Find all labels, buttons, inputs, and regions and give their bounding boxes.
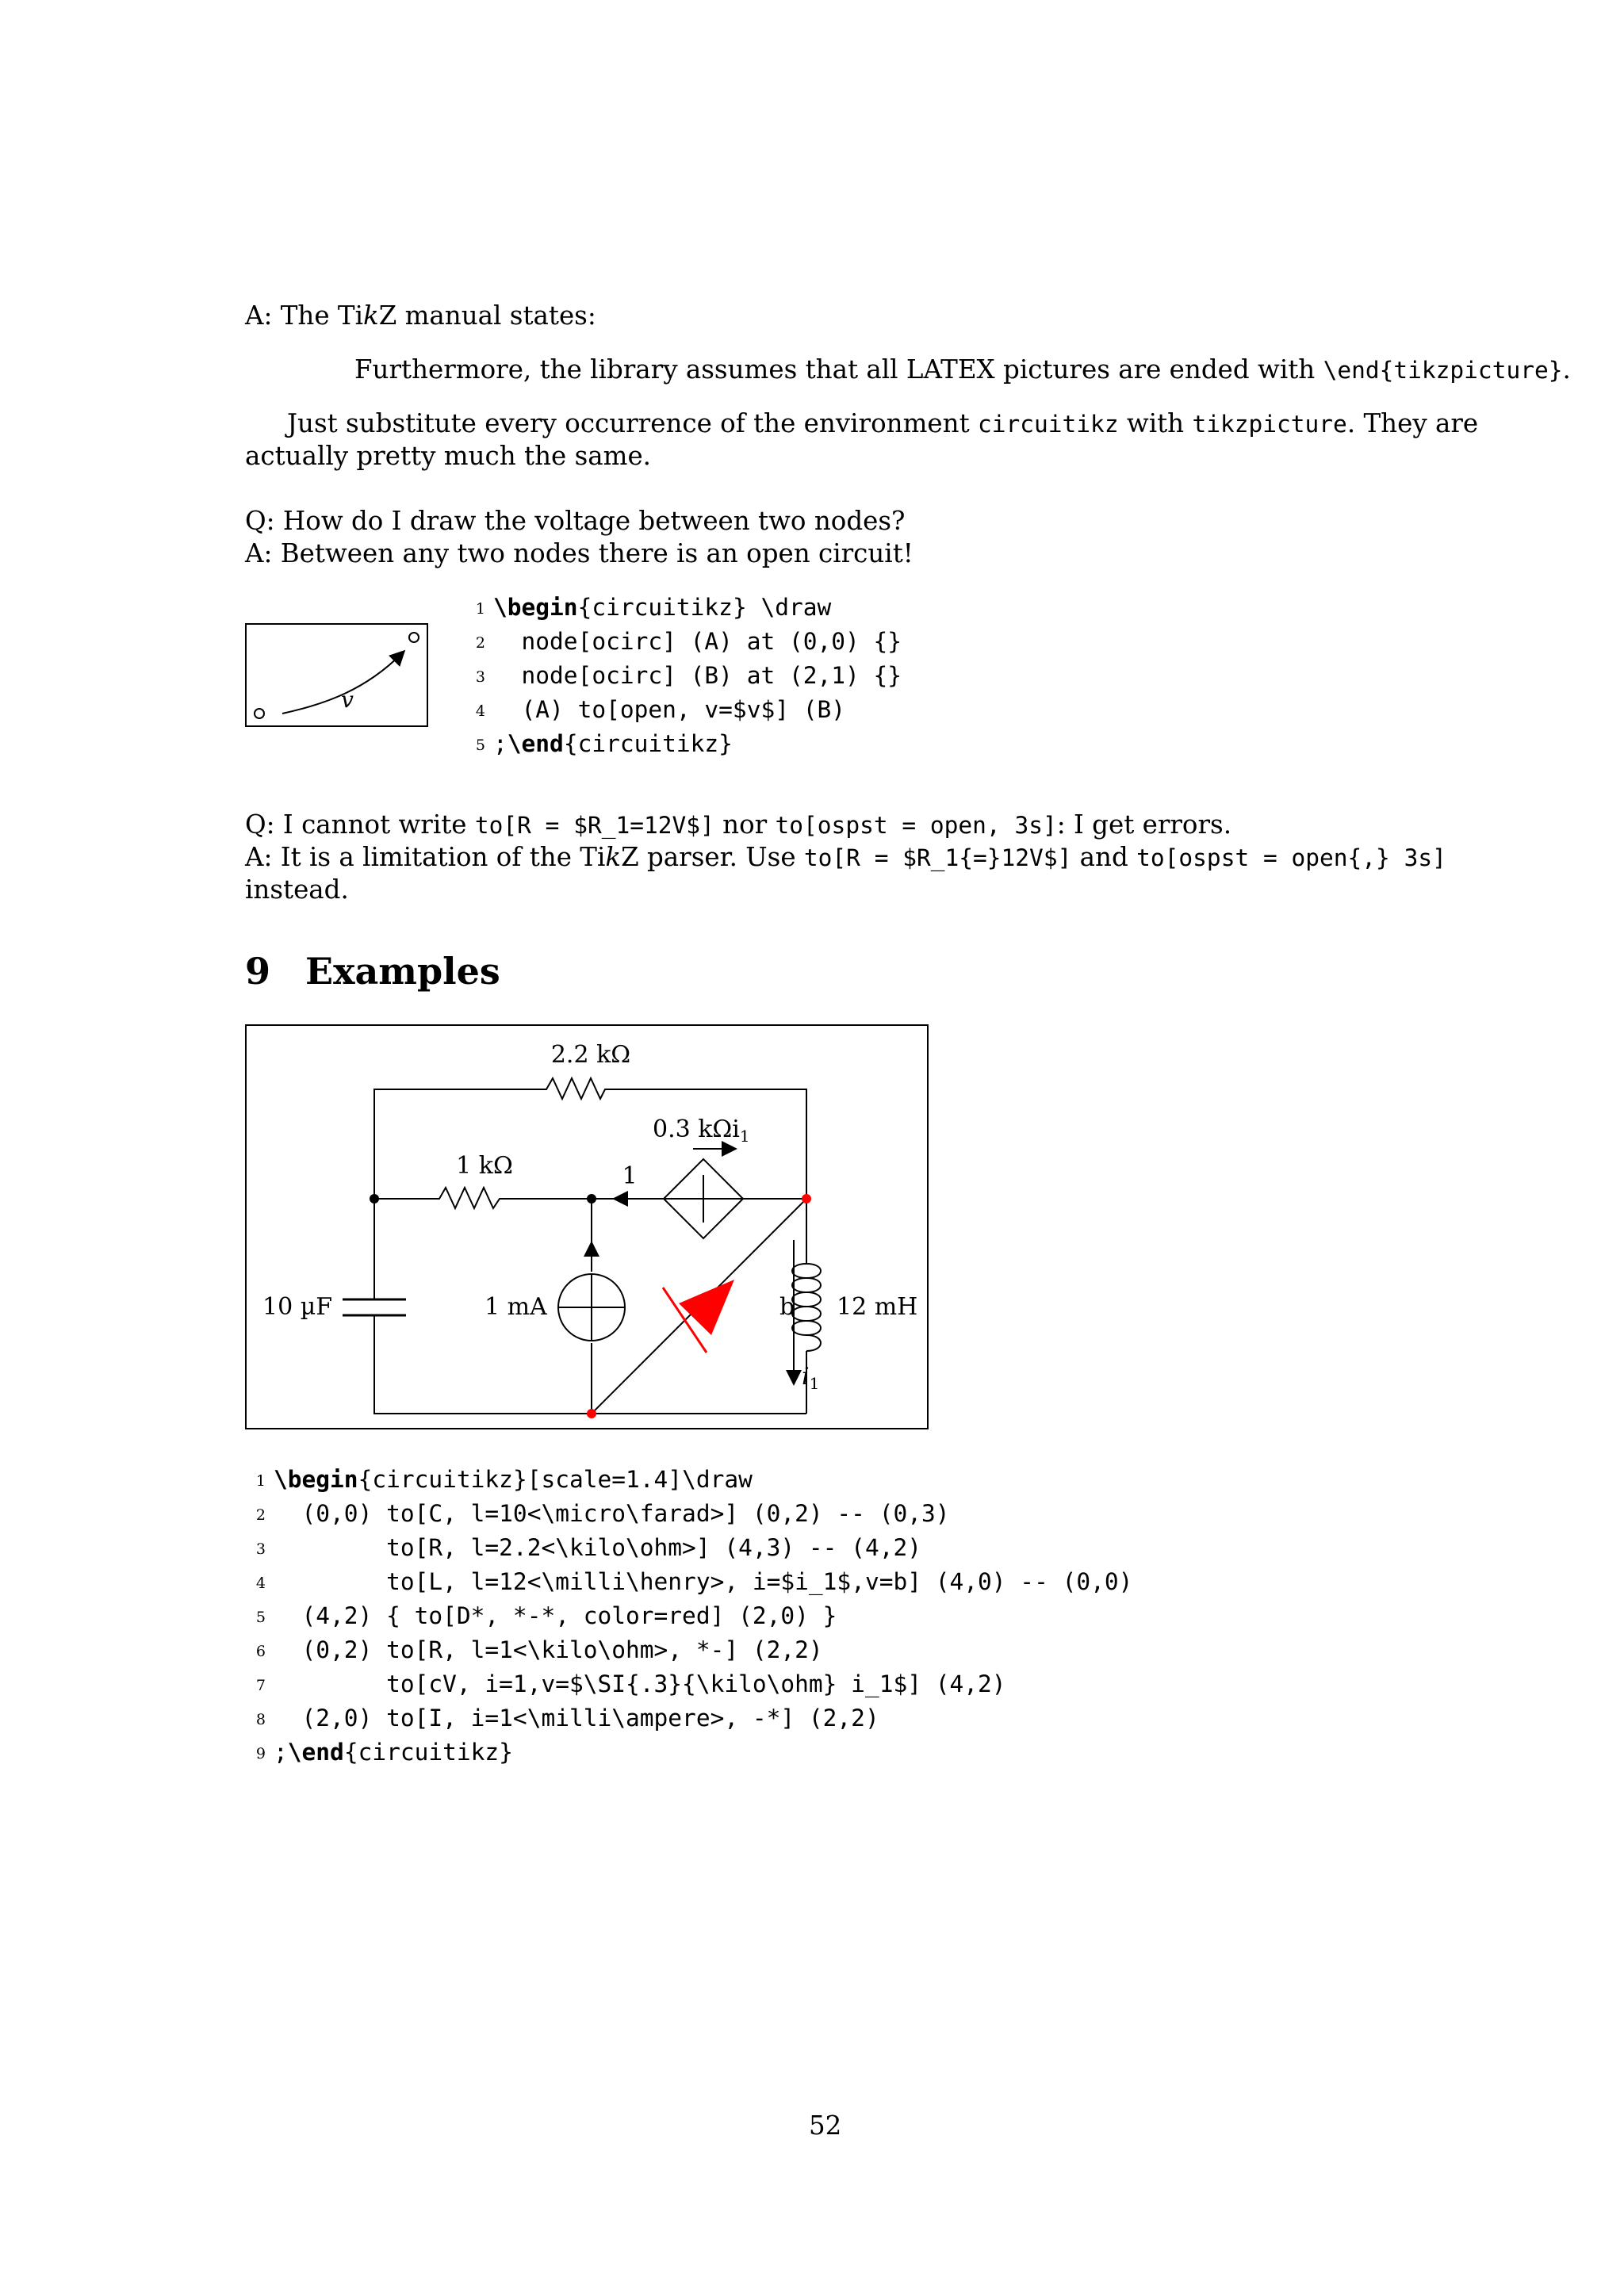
node-middle: [587, 1194, 596, 1203]
answer-text: A: The TikZ manual states:: [245, 300, 596, 331]
voltage-diagram: [247, 625, 427, 725]
resistor-1k: [374, 1188, 592, 1208]
label-inductor-voltage: b: [779, 1293, 795, 1321]
section-heading: [245, 950, 500, 993]
node-a: [255, 709, 264, 718]
question-2: Q: How do I draw the voltage between two nodes?: [245, 506, 906, 536]
quote-text: Furthermore, the library assumes that all LATEX pictures are ended with \end{tikzpicture}.: [354, 354, 1571, 385]
paragraph-line-2: actually pretty much the same.: [245, 441, 652, 471]
example-circuit: [247, 1026, 927, 1428]
voltage-label: v: [341, 687, 354, 713]
node-diode-bottom: [587, 1409, 596, 1418]
diode-triangle: [679, 1280, 734, 1335]
label-r-2-2k: 2.2 kΩ: [550, 1041, 631, 1069]
example-circuit-figure: [245, 1024, 929, 1429]
paragraph-line-1: Just substitute every occurrence of the environment circuitikz with tikzpicture. They are: [287, 408, 1479, 438]
section-title: Examples: [305, 950, 500, 993]
question-3: Q: I cannot write to[R = $R_1=12V$] nor to[ospst = open, 3s]: I get errors.: [245, 809, 1232, 840]
section-number: 9: [245, 950, 271, 993]
capacitor: [343, 1299, 406, 1315]
voltage-figure: [245, 623, 428, 727]
inductor: [792, 1264, 821, 1351]
label-current-source: 1 mA: [485, 1293, 547, 1321]
code-listing-2: 1 \begin{circuitikz}[scale=1.4]\draw 2 (0,0) to[C, l=10<\micro\farad>] (0,2) -- (0,3) 3 to[R, l=2.2<\kilo\ohm>] (4,3) -- (4,2) 4 to[L, l=12<\milli\henry>, i=$i_1$,v=b] (4,0) -- (0,0) 5 (4,2) { to[D*, *-*, color=red] (2,0) } 6 (0,2) to[R, l=1<\kilo\ohm>, *-] (2,2) 7 to[cV, i=1,v=$\SI{.3}{\kilo\ohm} i_1$] (4,2) 8 (2,0) to[I, i=1<\milli\ampere>, -*] (2,2) 9 ;\end{circuitikz}: [255, 1466, 1133, 1766]
node-left: [370, 1194, 379, 1203]
answer-2: A: Between any two nodes there is an open circuit!: [245, 538, 914, 568]
bottom-wire: [374, 1315, 806, 1414]
label-cv: 0.3 kΩi$_1$: [653, 1115, 750, 1146]
label-i1: $i_1$: [802, 1363, 820, 1393]
answer-3-line-2: instead.: [245, 874, 349, 905]
latex-logo: LATEX: [906, 354, 995, 385]
answer-3: A: It is a limitation of the TikZ parser. Use to[R = $R_1{=}12V$] and to[ospst = open{,} 3s]: [245, 842, 1446, 872]
label-capacitor: 10 µF: [262, 1293, 333, 1321]
label-cv-current: 1: [622, 1162, 638, 1190]
label-r-1k: 1 kΩ: [456, 1152, 513, 1180]
page-number: 52: [809, 2110, 842, 2141]
diode: [663, 1280, 734, 1353]
cv-source-cross: [664, 1175, 743, 1223]
node-diode-top: [802, 1194, 811, 1203]
node-b: [409, 633, 419, 642]
code-listing-1: 1 \begin{circuitikz} \draw 2 node[ocirc] (A) at (0,0) {} 3 node[ocirc] (B) at (2,1) {} 4 (A) to[open, v=$v$] (B) 5 ;\end{circuitikz}: [475, 594, 902, 757]
label-inductor: 12 mH: [837, 1293, 918, 1321]
